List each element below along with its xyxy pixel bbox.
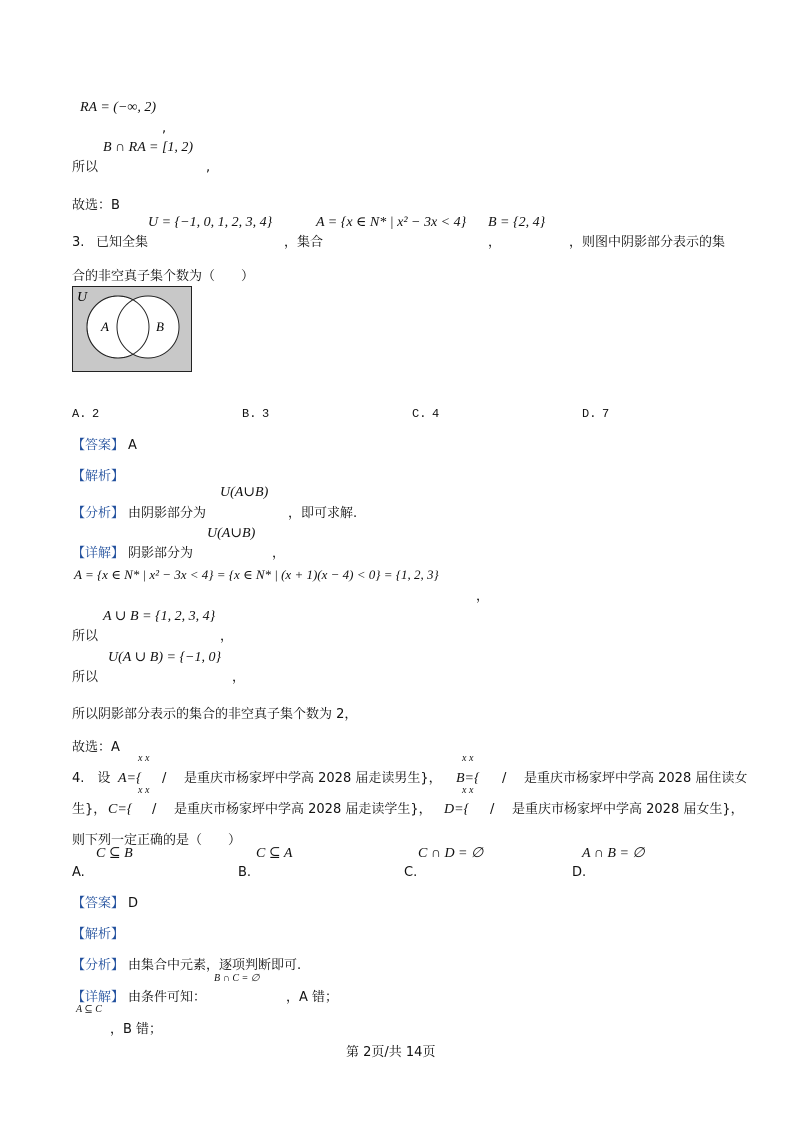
x-superscript: x x [462,753,474,764]
option-label: B. [242,407,257,421]
slash: / [502,771,507,786]
answer-line: 故选：A [72,740,120,755]
option-label: A. [72,865,85,880]
universal-set-formula: U = {−1, 0, 1, 2, 3, 4} [148,215,273,230]
analysis-tag: 【解析】 [72,469,125,484]
intersection-formula: B ∩ RA = [1, 2) [103,140,194,155]
option-value: 7 [602,407,610,421]
formula-B-cap-C: B ∩ C = ∅ [214,973,260,984]
venn-diagram [72,286,192,372]
fenxi-tag: 【分析】 [72,506,125,521]
comma: ， [272,546,286,561]
question-text: 则下列一定正确的是（ ） [72,833,242,848]
set-B-label: B [156,319,164,334]
b-wrong-text: ，B 错； [110,1022,163,1037]
complement-formula: U(A∪B) [220,485,269,500]
slash: / [490,802,495,817]
option-formula: C ⊆ A [256,846,293,861]
fenxi-text: 由阴影部分为 [128,506,207,521]
option-value: 4 [432,407,440,421]
page-footer: 第 2页/共 14页 [346,1045,436,1060]
set-A-def: A={ [118,771,142,786]
question-text: 是重庆市杨家坪中学高 2028 届走读学生}， [174,802,432,817]
comma: ， [476,589,490,604]
suoyi-label: 所以 [72,670,99,685]
option-label: C. [404,865,418,880]
complement-A-formula: RA = (−∞, 2) [80,100,157,115]
set-B-circle [117,296,179,358]
option-label: C. [412,407,427,421]
answer-tag: 【答案】 [72,896,125,911]
set-A-solution: A = {x ∈ N* | x² − 3x < 4} = {x ∈ N* | (x + 1)(x − 4) < 0} = {1, 2, 3} [74,567,439,582]
option-label: B. [238,865,252,880]
set-C-def: C={ [108,802,133,817]
x-subscript: x x [138,785,150,796]
conclusion-text: 所以阴影部分表示的集合的非空真子集个数为 2， [72,707,358,722]
option-formula: A ∩ B = ∅ [582,846,645,861]
universe-label: U [77,290,88,305]
x-subscript: x x [462,785,474,796]
fenxi-text: ，即可求解. [288,506,358,521]
option-label: A. [72,407,87,421]
comma: ， [232,670,246,685]
answer-value: A [128,438,137,453]
answer-value: D [128,896,139,911]
slash: / [162,771,167,786]
a-wrong-text: ，A 错； [286,990,339,1005]
xiangjie-text: 阴影部分为 [128,546,194,561]
set-B-formula: B = {2, 4} [488,215,546,230]
answer-line: 故选：B [72,198,120,213]
option-value: 2 [92,407,100,421]
question-text: 生}， [72,802,107,817]
comma: , [162,121,167,136]
option-value: 3 [262,407,270,421]
set-A-label: A [101,319,109,334]
analysis-tag: 【解析】 [72,927,125,942]
question-text: 是重庆市杨家坪中学高 2028 届走读男生}， [184,771,442,786]
question-text: 合的非空真子集个数为（ ） [72,269,255,284]
comma: ， [220,629,234,644]
question-text: 已知全集 [96,235,149,250]
x-superscript: x x [138,753,150,764]
answer-tag: 【答案】 [72,438,125,453]
xiangjie-tag: 【详解】 [72,546,125,561]
set-B-def: B={ [456,771,480,786]
slash: / [152,802,157,817]
set-D-def: D={ [444,802,470,817]
option-label: D. [582,407,597,421]
complement-result: U(A ∪ B) = {−1, 0} [108,650,222,665]
fenxi-text: 由集合中元素，逐项判断即可. [128,958,302,973]
option-label: D. [572,865,587,880]
complement-formula: U(A∪B) [207,526,256,541]
question-text: ， [488,235,502,250]
suoyi-label: 所以 [72,160,99,175]
xiangjie-tag: 【详解】 [72,990,125,1005]
xiangjie-text: 由条件可知： [128,990,207,1005]
question-text: 是重庆市杨家坪中学高 2028 届住读女 [524,771,748,786]
question-text: 是重庆市杨家坪中学高 2028 届女生}， [512,802,744,817]
question-text: ，则图中阴影部分表示的集 [569,235,726,250]
suoyi-label: 所以 [72,629,99,644]
comma: , [206,160,211,175]
set-A-formula: A = {x ∈ N* | x² − 3x < 4} [316,215,467,230]
question-text: 4. 设 [72,771,111,786]
option-formula: C ⊆ B [96,846,133,861]
option-formula: C ∩ D = ∅ [418,846,484,861]
union-formula: A ∪ B = {1, 2, 3, 4} [103,609,216,624]
fenxi-tag: 【分析】 [72,958,125,973]
question-text: ，集合 [284,235,324,250]
question-number: 3. [72,235,85,250]
formula-A-subset-C: A ⊆ C [76,1004,102,1015]
